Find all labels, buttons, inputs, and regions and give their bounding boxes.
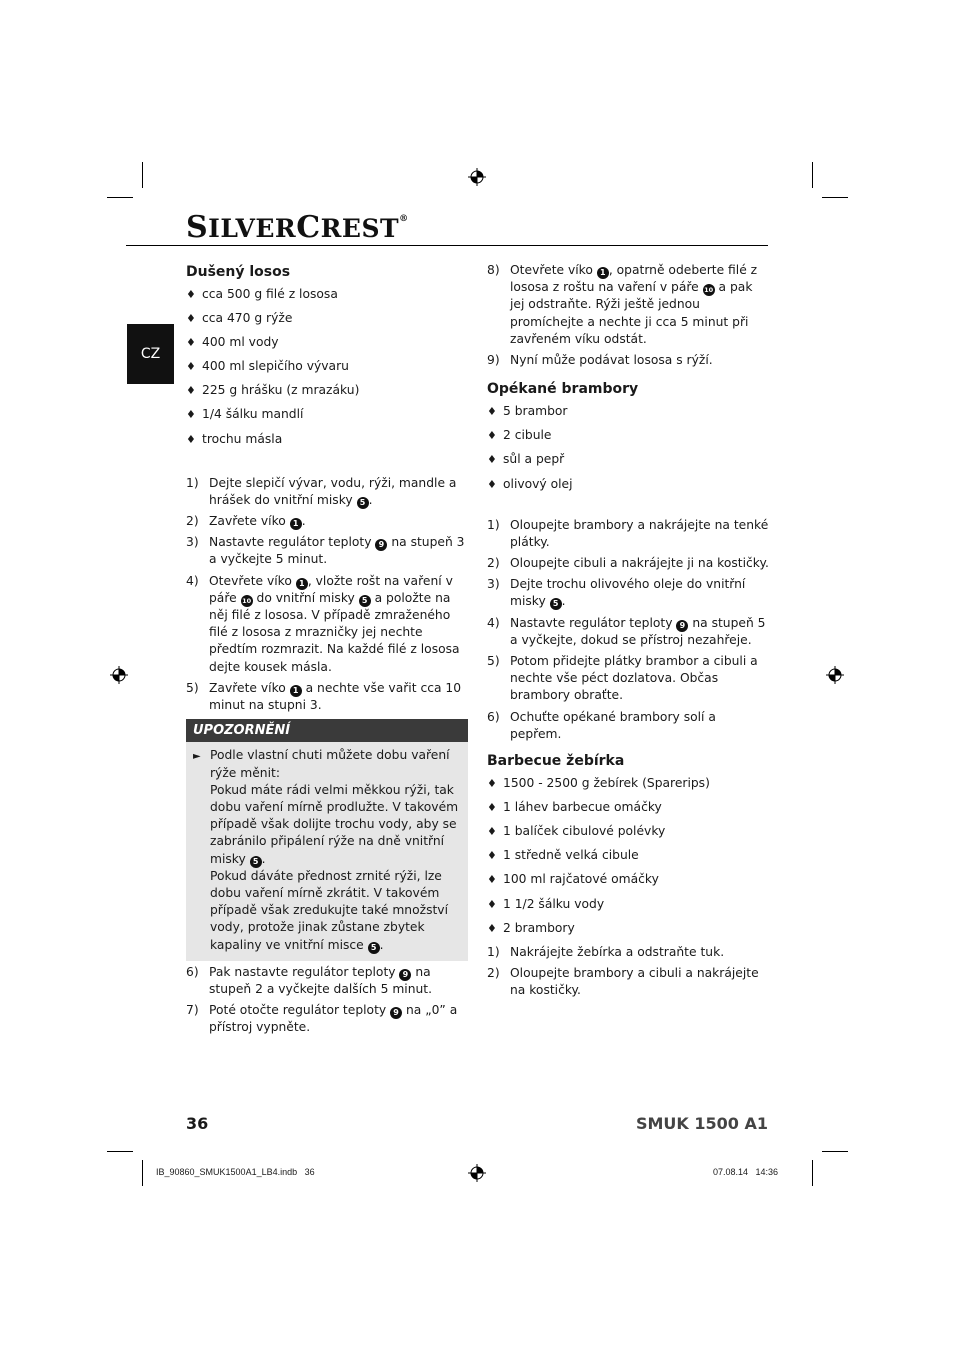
diamond-bullet-icon: ♦ xyxy=(186,384,196,398)
language-tab: CZ xyxy=(127,324,174,384)
part-number-badge: 1 xyxy=(290,518,302,530)
registration-mark-icon xyxy=(110,666,128,684)
list-item: ♦ 1500 - 2500 g žebírek (Sparerips) xyxy=(487,775,769,792)
list-item: ♦ 2 brambory xyxy=(487,920,769,937)
diamond-bullet-icon: ♦ xyxy=(487,873,497,887)
diamond-bullet-icon: ♦ xyxy=(487,897,497,911)
list-item: ♦ 400 ml slepičího vývaru xyxy=(186,358,468,375)
diamond-bullet-icon: ♦ xyxy=(186,288,196,301)
step-item: 3) Nastavte regulátor teploty 9 na stupeň 3 a vyčkejte 5 minut. xyxy=(186,535,465,567)
list-item: ♦ 1/4 šálku mandlí xyxy=(186,406,468,423)
diamond-bullet-icon: ♦ xyxy=(487,453,497,467)
step-item: 8) Otevřete víko 1 , opatrně odeberte filé z lososa z roštu na vaření v páře 10 a pak jej odstraňte. Rýži ještě jednou promíchejte a nechte ji cca 5 minut při zavřeném víku odstát. xyxy=(487,263,758,346)
diamond-bullet-icon: ♦ xyxy=(487,477,497,491)
part-number-badge: 5 xyxy=(250,856,262,868)
list-item: ♦ olivový olej xyxy=(487,476,769,493)
crop-mark xyxy=(142,1160,143,1186)
step-list xyxy=(487,944,769,1000)
brand-logo: SILVERCREST® xyxy=(186,210,409,245)
step-item: 1) Nakrájejte žebírka a odstraňte tuk. xyxy=(487,944,725,959)
crop-mark xyxy=(142,162,143,188)
diamond-bullet-icon: ♦ xyxy=(186,336,196,350)
step-list xyxy=(487,517,769,743)
diamond-bullet-icon: ♦ xyxy=(487,777,497,791)
diamond-bullet-icon: ♦ xyxy=(186,360,196,374)
part-number-badge: 5 xyxy=(368,942,380,954)
list-item: ♦ cca 500 g filé z lososa xyxy=(186,286,468,303)
step-list xyxy=(186,964,468,1037)
section-title: Opékané brambory xyxy=(487,381,639,398)
list-item: ♦ 1 středně velká cibule xyxy=(487,847,769,864)
diamond-bullet-icon: ♦ xyxy=(487,921,497,935)
step-item: 7) Poté otočte regulátor teploty 9 na „0” a přístroj vypněte. xyxy=(186,1003,458,1035)
diamond-bullet-icon: ♦ xyxy=(186,312,196,326)
step-list xyxy=(487,262,769,369)
ingredient-list xyxy=(487,775,769,937)
step-item: 5) Potom přidejte plátky brambor a cibuli a nechte vše péct dozlatova. Občas brambory obraťte. xyxy=(487,654,758,703)
warning-heading: UPOZORNĚNÍ xyxy=(186,719,468,742)
step-item: 4) Otevřete víko 1 , vložte rošt na vaření v páře 10 do vnitřní misky 5 a položte na něj filé z lososa. V případě zmraženého filé z lososa z mrazničky jej nechte předtím rozmrazit. Na každé filé z lososa dejte kousek másla. xyxy=(186,573,460,674)
part-number-badge: 5 xyxy=(359,595,371,607)
part-number-badge: 1 xyxy=(290,685,302,697)
part-number-badge: 9 xyxy=(375,539,387,551)
crop-mark xyxy=(107,1151,133,1152)
right-column xyxy=(487,262,769,1003)
list-item: ♦ 2 cibule xyxy=(487,427,769,444)
part-number-badge: 9 xyxy=(399,969,411,981)
step-item: 1) Oloupejte brambory a nakrájejte na tenké plátky. xyxy=(487,517,769,549)
part-number-badge: 10 xyxy=(242,596,252,605)
diamond-bullet-icon: ♦ xyxy=(487,825,497,839)
step-item: 2) Oloupejte brambory a cibuli a nakrájejte na kostičky. xyxy=(487,965,759,998)
diamond-bullet-icon: ♦ xyxy=(487,801,497,815)
crop-mark xyxy=(812,1160,813,1186)
list-item: ♦ 1 láhev barbecue omáčky xyxy=(487,799,769,816)
diamond-bullet-icon: ♦ xyxy=(487,849,497,863)
left-column xyxy=(186,262,468,1041)
diamond-bullet-icon: ♦ xyxy=(487,405,497,419)
model-name: SMUK 1500 A1 xyxy=(635,1114,768,1133)
ingredient-list xyxy=(487,403,769,492)
part-number-badge: 1 xyxy=(597,267,609,279)
registration-mark-icon xyxy=(468,1164,486,1182)
print-file-info: IB_90860_SMUK1500A1_LB4.indb 36 xyxy=(156,1167,315,1177)
step-item: 2) Zavřete víko 1 . xyxy=(186,514,306,529)
list-item: ♦ cca 470 g rýže xyxy=(186,310,468,327)
ingredient-list xyxy=(186,286,468,448)
step-item: 9) Nyní může podávat lososa s rýží. xyxy=(487,353,713,368)
list-item: ♦ 225 g hrášku (z mrazáku) xyxy=(186,382,468,399)
header-rule xyxy=(126,245,768,246)
diamond-bullet-icon: ♦ xyxy=(186,432,196,446)
step-item: 6) Pak nastavte regulátor teploty 9 na stupeň 2 a vyčkejte dalších 5 minut. xyxy=(186,964,433,996)
crop-mark xyxy=(107,197,133,198)
part-number-badge: 5 xyxy=(550,598,562,610)
step-item: 5) Zavřete víko 1 a nechte vše vařit cca 10 minut na stupni 3. xyxy=(186,680,462,713)
part-number-badge: 5 xyxy=(357,497,369,509)
step-list xyxy=(186,475,468,715)
step-item: 3) Dejte trochu olivového oleje do vnitřní misky 5 . xyxy=(487,577,746,609)
registration-mark-icon xyxy=(826,666,844,684)
list-item: ♦ 400 ml vody xyxy=(186,334,468,351)
list-item: ♦ 1 balíček cibulové polévky xyxy=(487,823,769,840)
list-item: ♦ trochu másla xyxy=(186,431,468,448)
registration-mark-icon xyxy=(468,168,486,186)
crop-mark xyxy=(822,1151,848,1152)
part-number-badge: 10 xyxy=(704,286,714,295)
page-number: 36 xyxy=(186,1114,209,1133)
section-title: Barbecue žebírka xyxy=(487,753,625,770)
diamond-bullet-icon: ♦ xyxy=(186,408,196,422)
crop-mark xyxy=(812,162,813,188)
diamond-bullet-icon: ♦ xyxy=(487,429,497,443)
step-item: 6) Ochuťte opékané brambory solí a pepřem. xyxy=(487,709,716,741)
part-number-badge: 9 xyxy=(390,1007,402,1019)
print-timestamp: 07.08.14 14:36 xyxy=(712,1167,778,1177)
list-item: ♦ 5 brambor xyxy=(487,403,769,420)
list-item: ♦ sůl a pepř xyxy=(487,451,769,468)
step-item: 1) Dejte slepičí vývar, vodu, rýži, mandle a hrášek do vnitřní misky 5 . xyxy=(186,475,457,507)
step-item: 4) Nastavte regulátor teploty 9 na stupeň 5 a vyčkejte, dokud se přístroj nezahřeje. xyxy=(487,615,766,647)
crop-mark xyxy=(822,197,848,198)
step-item: 2) Oloupejte cibuli a nakrájejte ji na kostičky. xyxy=(487,556,769,570)
triangle-right-icon: ► xyxy=(193,751,201,763)
warning-box: UPOZORNĚNÍ ► Podle vlastní chuti můžete dobu vaření rýže měnit: Pokud máte rádi velmi měkkou rýži, tak dobu vaření mírně prodlužte. V takovém případě však dolijte trochu vody, aby se zabránilo připálení rýže na dně vnitřní misky 5 . Pokud dáváte přednost zrnité rýži, lze dobu vaření mírně zkrátit. V takovém případě však zredukujte také množství vody, protože jinak zůstane zbytek kapaliny ve vnitřní misce 5 . xyxy=(186,719,468,960)
section-title: Dušený losos xyxy=(186,264,291,280)
part-number-badge: 9 xyxy=(676,620,688,632)
list-item: ♦ 100 ml rajčatové omáčky xyxy=(487,871,769,888)
list-item: ♦ 1 1/2 šálku vody xyxy=(487,896,769,913)
part-number-badge: 1 xyxy=(296,578,308,590)
